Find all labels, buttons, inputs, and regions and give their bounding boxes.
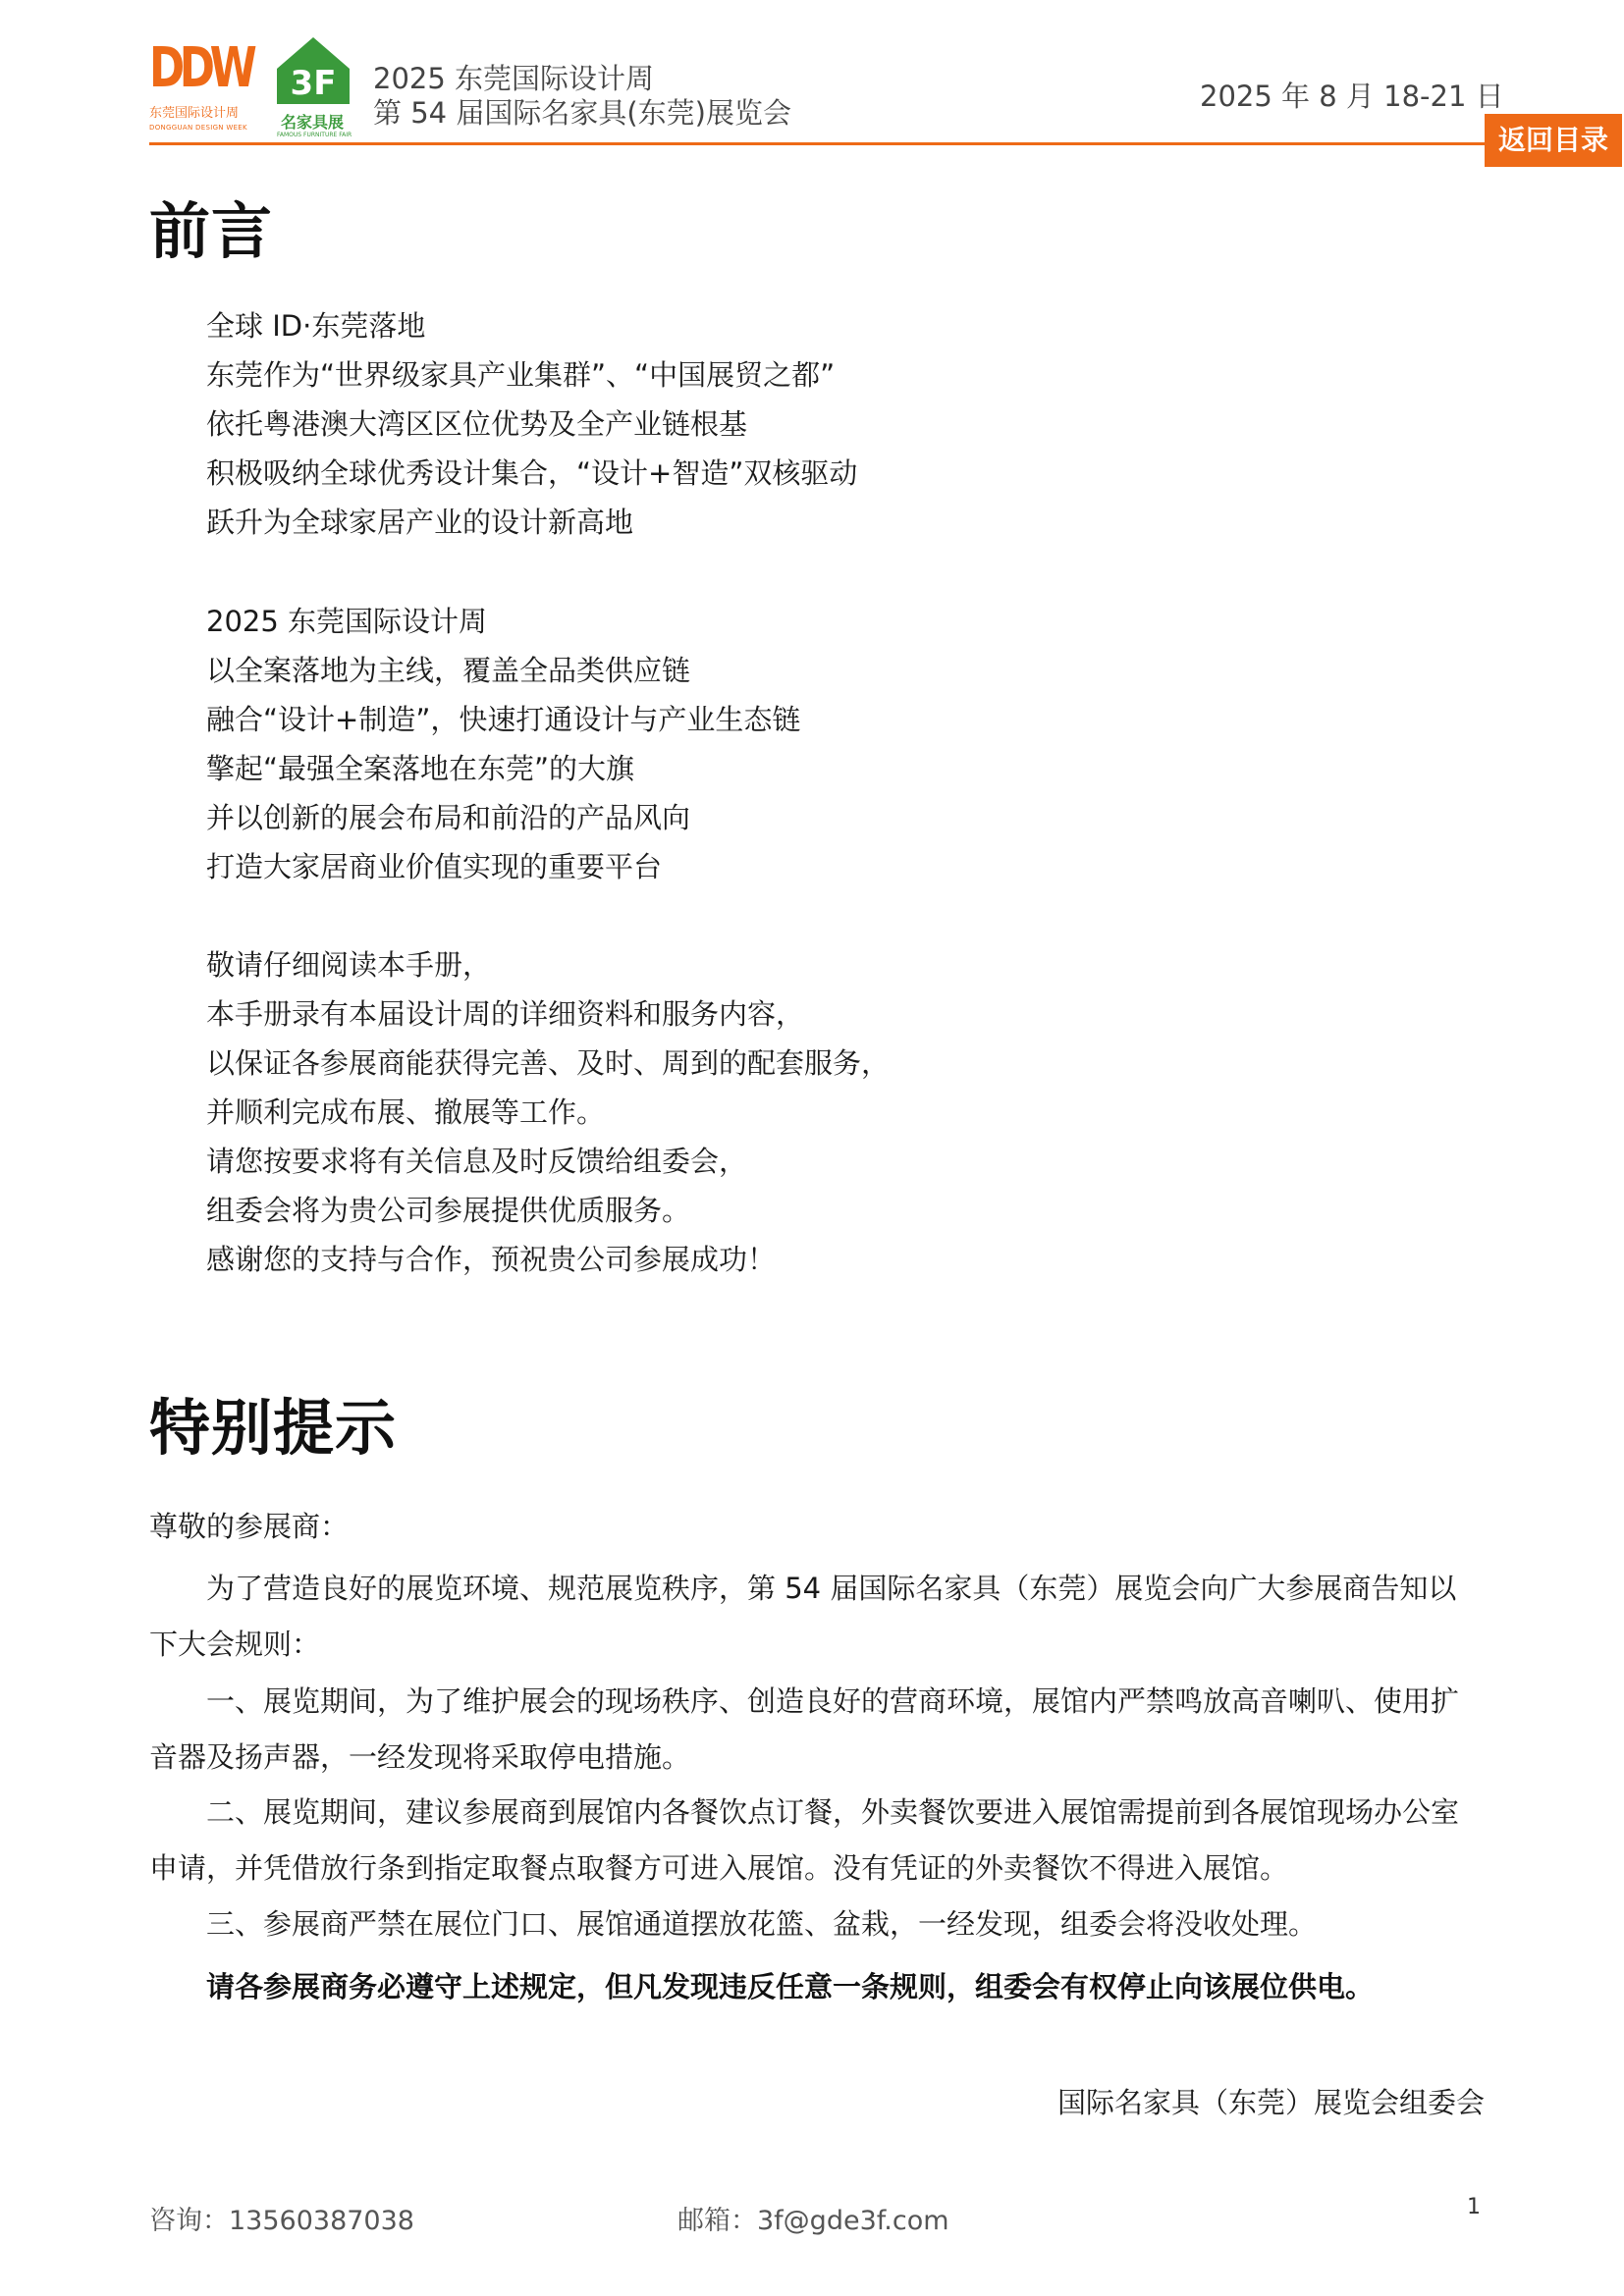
back-to-contents-button[interactable]: 返回目录: [1485, 114, 1622, 167]
f3-logo-en: FAMOUS FURNITURE FAIR: [277, 132, 352, 138]
preface-line: 擎起“最强全案落地在东莞”的大旗: [206, 752, 635, 785]
notice-heading: 特别提示: [149, 1392, 398, 1464]
header-title-line2: 第 54 届国际名家具(东莞)展览会: [373, 96, 791, 130]
notice-rule-text: 三、参展商严禁在展位门口、展馆通道摆放花篮、盆栽，一经发现，组委会将没收处理。: [206, 1907, 1318, 1941]
preface-line: 以保证各参展商能获得完善、及时、周到的配套服务，: [206, 1046, 891, 1080]
ddw-logo: [149, 36, 252, 145]
preface-line: 请您按要求将有关信息及时反馈给组委会，: [206, 1145, 748, 1178]
footer-email: 邮箱：3f@gde3f.com: [677, 2206, 949, 2236]
notice-rule-1: [149, 1674, 1485, 1786]
header-date: 2025 年 8 月 18-21 日: [1200, 80, 1504, 113]
preface-line: 依托粤港澳大湾区区位优势及全产业链根基: [206, 407, 748, 441]
notice-intro-text: 为了营造良好的展览环境、规范展览秩序，第 54 届国际名家具（东莞）展览会向广大参展商告知以下大会规则：: [149, 1572, 1457, 1661]
preface-line: 感谢您的支持与合作，预祝贵公司参展成功！: [206, 1243, 777, 1276]
f3-logo-cn: 名家具展: [281, 113, 345, 132]
ddw-logo-mark: DDW: [149, 36, 252, 100]
famous-furniture-fair-logo: [275, 35, 352, 143]
preface-line: 东莞作为“世界级家具产业集群”、“中国展贸之都”: [206, 358, 836, 392]
notice-rule-text: 一、展览期间，为了维护展会的现场秩序、创造良好的营商环境，展馆内严禁鸣放高音喇叭、使用扩音器及扬声器，一经发现将采取停电措施。: [149, 1684, 1460, 1774]
notice-rule-2: [149, 1785, 1485, 1896]
header-divider: [149, 142, 1610, 145]
notice-salutation: 尊敬的参展商：: [149, 1510, 350, 1543]
preface-line: 2025 东莞国际设计周: [206, 605, 488, 638]
preface-line: 敬请仔细阅读本手册，: [206, 948, 492, 982]
notice-warning: 请各参展商务必遵守上述规定，但凡发现违反任意一条规则，组委会有权停止向该展位供电。: [206, 1970, 1375, 2003]
notice-intro: [149, 1561, 1485, 1673]
ddw-logo-en: DONGGUAN DESIGN WEEK: [149, 124, 247, 132]
preface-line: 积极吸纳全球优秀设计集合，“设计+智造”双核驱动: [206, 456, 858, 490]
preface-line: 本手册录有本届设计周的详细资料和服务内容，: [206, 997, 805, 1031]
notice-rule-3: [149, 1896, 1485, 1952]
preface-line: 全球 ID·东莞落地: [206, 309, 426, 343]
house-logo-icon: [275, 35, 352, 106]
ddw-logo-cn: 东莞国际设计周: [149, 106, 240, 121]
preface-line: 并顺利完成布展、撤展等工作。: [206, 1095, 606, 1129]
preface-line: 融合“设计+制造”，快速打通设计与产业生态链: [206, 703, 801, 736]
preface-line: 组委会将为贵公司参展提供优质服务。: [206, 1194, 691, 1227]
f3-logo-mark: 3F: [290, 64, 337, 103]
preface-line: 以全案落地为主线，覆盖全品类供应链: [206, 654, 691, 687]
header-title-line1: 2025 东莞国际设计周: [373, 62, 655, 95]
notice-signoff: 国际名家具（东莞）展览会组委会: [1056, 2086, 1485, 2119]
preface-line: 跃升为全球家居产业的设计新高地: [206, 506, 634, 539]
page-number: 1: [1467, 2195, 1481, 2219]
preface-heading: 前言: [149, 195, 274, 267]
preface-line: 打造大家居商业价值实现的重要平台: [206, 850, 663, 883]
notice-rule-text: 二、展览期间，建议参展商到展馆内各餐饮点订餐，外卖餐饮要进入展馆需提前到各展馆现场办公室申请，并凭借放行条到指定取餐点取餐方可进入展馆。没有凭证的外卖餐饮不得进入展馆。: [149, 1795, 1460, 1885]
footer-consult: 咨询：13560387038: [149, 2206, 414, 2236]
preface-line: 并以创新的展会布局和前沿的产品风向: [206, 801, 691, 834]
